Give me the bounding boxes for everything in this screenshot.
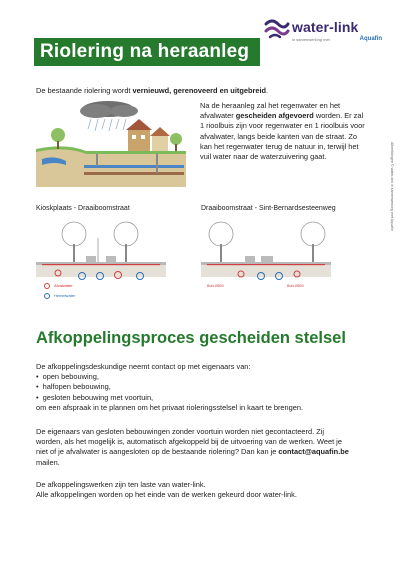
list-item: • gesloten bebouwing met voortuin, [36, 393, 376, 403]
cost-paragraph [36, 480, 376, 500]
contact-intro: De afkoppelingsdeskundige neemt contact op met eigenaars van: [36, 362, 251, 371]
logo-subline: in samenwerking met [292, 37, 330, 42]
logo-name: water-link [292, 19, 359, 35]
body-bold: gescheiden afgevoerd [235, 111, 314, 121]
closed-text: De eigenaars van gesloten bebouwingen zonder voortuin worden niet gecontacteerd. Zij worden, als het mogelijk is, automatisch afgekoppeld bij de uitvoering van de werken. Weet je niet of je afvalwater is aangesloten op de bestaande riolering? Dan kan je [36, 427, 342, 457]
intro-text [36, 86, 268, 95]
closed-buildings-paragraph [36, 427, 352, 468]
legend-label: Afvalwater [54, 283, 73, 289]
contact-email-link[interactable]: contact@aquafin.be [278, 447, 349, 457]
caption-left: Kioskplaats - Draaiboomstraat [36, 205, 130, 212]
cost-line: De afkoppelingswerken zijn ten laste van water-link. [36, 480, 206, 489]
partner-logo-aquafin: Aquafin [359, 36, 382, 42]
intro-bold: vernieuwd, gerenoveerd en uitgebreid [132, 86, 267, 95]
legend-marker-red [44, 283, 50, 289]
contact-paragraph [36, 362, 376, 413]
body-post: worden. Er zal 1 rioolbuis zijn voor regenwater en 1 rioolbuis voor afvalwater, langs beide kanten van de straat. Zo kan het regenwater terug de natuur in, terwijl het vuil water naar de waterzuivering gaat. [200, 111, 365, 162]
contact-outro: om een afspraak in te plannen om het privaat rioleringsstelsel in kaart te brengen. [36, 402, 304, 412]
section-title-banner [34, 38, 260, 66]
building-type-list [36, 372, 376, 403]
list-item: • halfopen bebouwing, [36, 382, 376, 392]
sewer-illustration [36, 99, 186, 187]
legend-item-afvalwater [44, 283, 73, 289]
closed-text-end: mailen. [36, 457, 60, 467]
water-link-logo [264, 16, 382, 46]
section-heading-afkoppeling: Afkoppelingsproces gescheiden stelsel [36, 329, 346, 347]
legend-label: Hemelwater [54, 293, 76, 299]
legend-marker-blue [44, 293, 50, 299]
legend-item-hemelwater [44, 293, 75, 299]
body-pre: Na de heraanleg zal het regenwater en het afvalwater [200, 101, 341, 121]
intro-pre: De bestaande riolering wordt [36, 86, 133, 95]
inspection-line: Alle afkoppelingen worden op het einde van de werken gekeurd door water-link. [36, 490, 297, 500]
section-title: Riolering na heraanleg [40, 41, 250, 62]
image-credit-text: Afbeeldingen © water-link in samenwerking met Aquafin [390, 142, 394, 231]
street-section-right [201, 216, 351, 296]
list-item: • open bebouwing, [36, 372, 376, 382]
pipe-tag-right: Buis Ø800 [287, 284, 304, 288]
separation-explanation [200, 101, 368, 162]
water-link-logo-icon [264, 18, 290, 40]
pipe-tag-left: Buis Ø800 [207, 284, 224, 288]
image-credit [387, 142, 395, 255]
caption-right: Draaiboomstraat - Sint-Bernardsesteenweg [201, 205, 336, 212]
intro-post: . [266, 86, 269, 95]
